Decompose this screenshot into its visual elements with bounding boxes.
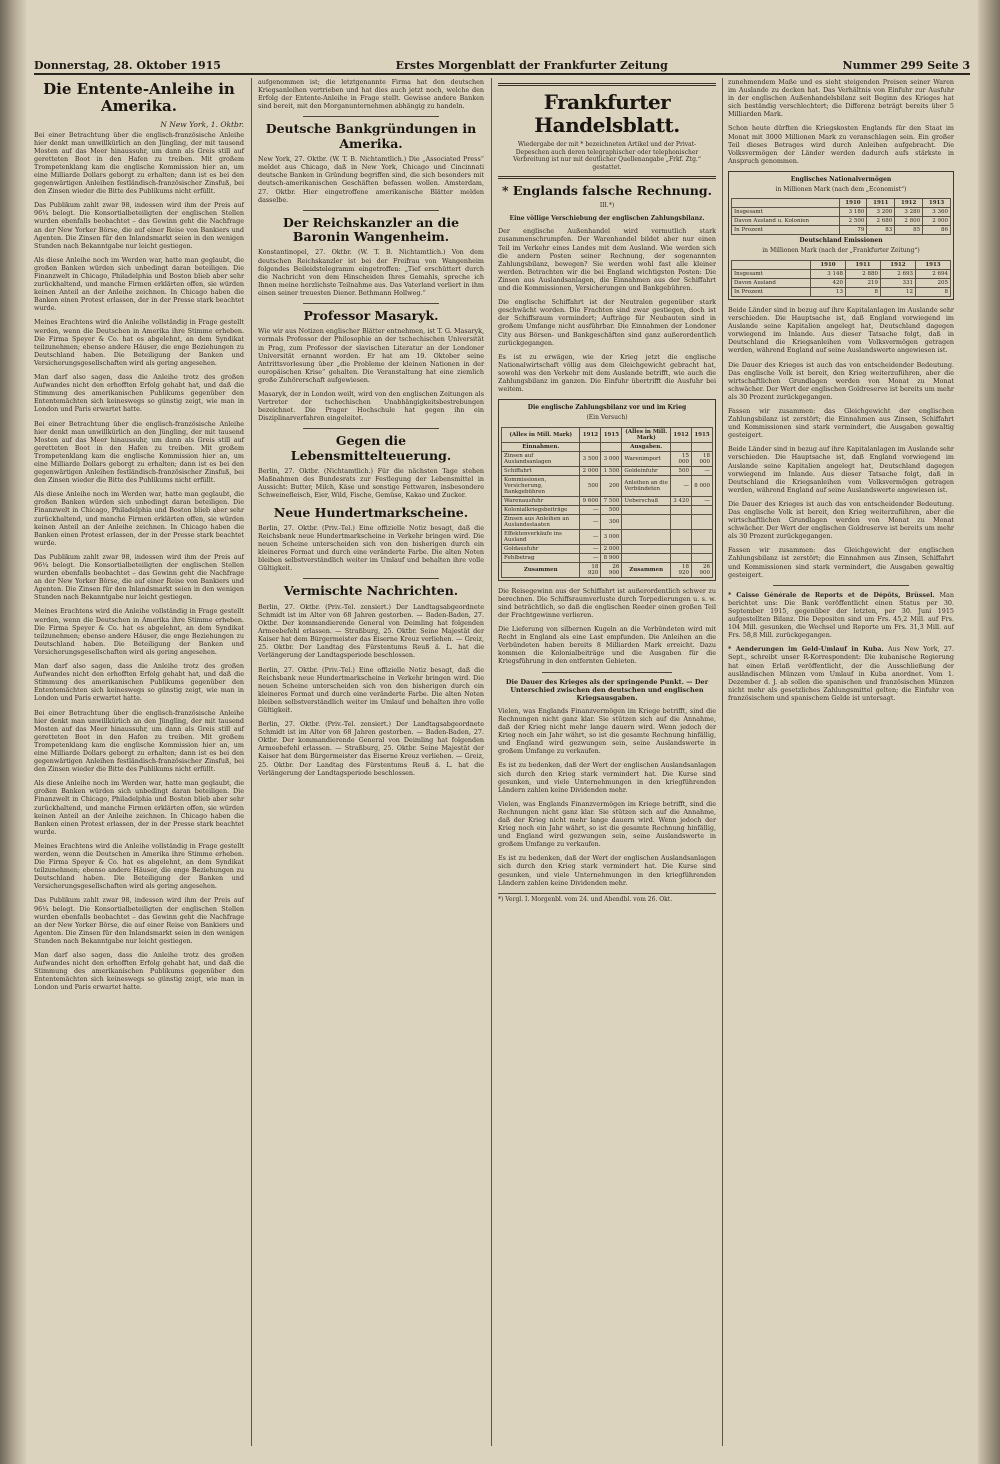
table-cell: 3 500: [580, 451, 601, 466]
section-rule: [498, 176, 716, 179]
table-cell: Anleihen an die Verbündeten: [622, 475, 671, 496]
table-title: Englisches Nationalvermögen: [790, 175, 892, 183]
table-row: [502, 451, 713, 466]
article-paragraph: Berlin, 27. Oktbr. (Priv.-Tel. zensiert.) Der Landtagsabgeordnete Schmidt ist im Alter von 68 Jahren gestorben. — Baden-Baden, 27. Oktbr. Der kommandierende General von Deimling hat folgenden Armeebefehl erlassen. — Straßburg, 25. Oktbr. Seine Majestät der Kaiser hat dem Bürgermeister das Eiserne Kreuz verliehen. — Greiz, 25. Oktbr. Der Landtag des Fürstentums Reuß ä. L. hat die Verlängerung der Landtagsperiode beschlossen.: [258, 720, 484, 777]
article-paragraph: Es ist zu bedenken, daß der Wert der englischen Auslandsanlagen sich durch den Krieg stark vermindert hat. Die Kurse sind gesunken, und viele Unternehmungen in den kriegführenden Ländern zahlen keine Dividenden mehr.: [498, 761, 716, 794]
article-headline: Professor Masaryk.: [303, 308, 439, 323]
article-headline: Neue Hundertmarkscheine.: [273, 504, 469, 520]
divider: [773, 585, 909, 586]
table-cell: Zinsen aus Anleihen an Auslandsstaaten: [502, 514, 580, 529]
previous-page-fragments: [0, 130, 8, 1450]
table-header: 1911: [867, 199, 895, 208]
table-header: 1912: [671, 427, 692, 442]
table-cell: 26 900: [692, 562, 713, 577]
table-cell: —: [580, 553, 601, 562]
table-cell: 12: [880, 287, 915, 296]
article-paragraph: Man darf also sagen, dass die Anleihe trotz des großen Aufwandes nicht den erhofften Erfolg gehabt hat, und daß die Stimmung des amerikanischen Publikums gegenüber den Ententemächten sich keineswegs so günstig zeigt, wie man in London und Paris erwartet hatte.: [34, 662, 244, 703]
table-cell: Fehlbetrag: [502, 553, 580, 562]
table-cell: In Prozent: [732, 287, 811, 296]
column-4: [728, 78, 954, 1450]
table-cell: 3 148: [811, 269, 846, 278]
table-cell: —: [692, 496, 713, 505]
table-cell: —: [580, 505, 601, 514]
table-cell: —: [692, 466, 713, 475]
table-cell: 26 900: [601, 562, 622, 577]
table-cell: 8 000: [692, 475, 713, 496]
column-2: [258, 78, 484, 1450]
wealth-table: [728, 171, 954, 300]
fragment: [0, 697, 8, 705]
article-paragraph: Die englische Schiffahrt ist der Neutralen gegenüber stark geschwächt worden. Die Frachten sind zwar gestiegen, doch ist der Schiffsraum vermindert; Aufträge für Neubauten sind in großem Umfange nicht ausführbar. Die Einnahmen der Londoner City aus Börsen- und Bankgeschäften sind ganz außerordentlich zurückgegangen.: [498, 298, 716, 347]
masthead-rule: [34, 73, 970, 75]
article-subheadline: Eine völlige Verschiebung der englischen Zahlungsbilanz.: [509, 214, 705, 222]
article-paragraph: Masaryk, der in London weilt, wird von den englischen Zeitungen als Vertreter der tschechischen Unabhängigkeitsbestrebungen bezeichnet. Die Prager Hochschule hat gegen ihn ein Disziplinarverfahren eingeleitet.: [258, 390, 484, 423]
table-cell: Kommissionen, Versicherung, Bankgebühren: [502, 475, 580, 496]
table-header: 1912: [895, 199, 923, 208]
table-cell: 300: [601, 514, 622, 529]
table-row: [502, 553, 713, 562]
table-cell: 2 693: [880, 269, 915, 278]
table-header: 1912: [580, 427, 601, 442]
balance-table-grid: [501, 427, 713, 578]
table-row: [732, 278, 951, 287]
table-cell: Ueberschuß: [622, 496, 671, 505]
table-total-row: [502, 562, 713, 577]
table-row: [502, 544, 713, 553]
article-paragraph: Als diese Anleihe noch im Werden war, hatte man geglaubt, die großen Banken würden sich unbedingt daran beteiligen. Die Finanzwelt in Chicago, Philadelphia und Boston blieb aber sehr zurückhaltend, und manche Firmen erklärten offen, sie würden keinen Anteil an der Anleihe zeichnen. In Chicago haben die Banken einen Protest erlassen, der in der Presse stark beachtet wurde.: [34, 779, 244, 836]
table-cell: 3 000: [601, 451, 622, 466]
table-cell: 500: [601, 505, 622, 514]
article-headline: Vermischte Nachrichten.: [283, 583, 459, 599]
article-paragraph: Beide Länder sind in bezug auf ihre Kapitalanlagen im Auslande sehr verschieden. Die Hauptsache ist, daß England vorwiegend im Auslande seine Kapitalien angelegt hat, Deutschland dagegen vorwiegend im Inlande. Aus dieser Tatsache folgt, daß in Deutschland die Kriegsanleihen vom Volksvermögen getragen werden, während England auf seine Auslandswerte angewiesen ist.: [728, 445, 954, 494]
article-paragraph: Berlin, 27. Oktbr. (Priv.-Tel.) Eine offizielle Notiz besagt, daß die Reichsbank neue Hundertmarkscheine in Verkehr bringen wird. Die neuen Scheine unterscheiden sich von den bisherigen durch ein kleineres Format und durch eine veränderte Farbe. Die alten Noten bleiben selbstverständlich weiter im Umlauf und behalten ihre volle Gültigkeit.: [258, 523, 484, 573]
fragment: [0, 961, 8, 969]
column-rule: [251, 78, 252, 1446]
article-paragraph: Der englische Außenhandel wird vermutlich stark zusammenschrumpfen. Der Warenhandel bildet aber nur einen Teil im Verkehr eines Landes mit dem Ausland. Wie werden sich die andern Posten seiner Rechnung, der sogenannten Zahlungsbilanz, bewegen? Sie werden wohl fast alle kleiner werden. Betrachten wir die bei England wichtigsten Posten: Die Zinsen aus Auslandsanlagen, die Einnahmen aus der Schiffahrt und die Kommissionen, Versicherungen und Bankgebühren.: [498, 227, 716, 293]
table-row: [502, 529, 713, 544]
column-rule: [722, 78, 723, 1446]
table-cell: 3 420: [671, 496, 692, 505]
table-row: [732, 269, 951, 278]
fragment: [0, 549, 8, 557]
article-paragraph: Beide Länder sind in bezug auf ihre Kapitalanlagen im Auslande sehr verschieden. Die Hauptsache ist, daß England vorwiegend im Auslande seine Kapitalien angelegt hat, Deutschland dagegen vorwiegend im Inlande. Aus dieser Tatsache folgt, daß in Deutschland die Kriegsanleihen vom Volksvermögen getragen werden, während England auf seine Auslandswerte angewiesen ist.: [728, 305, 954, 355]
fragment: [0, 332, 8, 340]
table-cell: 200: [601, 475, 622, 496]
article-headline: Der Reichskanzler an die Baronin Wangenheim.: [282, 214, 460, 245]
divider: [542, 672, 673, 673]
article-paragraph: Es ist zu bedenken, daß der Wert der englischen Auslandsanlagen sich durch den Krieg stark vermindert hat. Die Kurse sind gesunken, und viele Unternehmungen in den kriegführenden Ländern zahlen keine Dividenden mehr.: [498, 854, 716, 887]
table-cell: 83: [867, 226, 895, 235]
table-row: [502, 496, 713, 505]
table-cell: 2 000: [580, 466, 601, 475]
table-cell: 3 000: [601, 529, 622, 544]
table-cell: 3 280: [895, 208, 923, 217]
table-row: [502, 505, 713, 514]
section-rule: [498, 83, 716, 86]
table-cell: 500: [671, 466, 692, 475]
table-cell: 79: [839, 226, 867, 235]
table-header: (Alles in Mill. Mark): [502, 427, 580, 442]
table-cell: Kolonialkriegsbeiträge: [502, 505, 580, 514]
fragment: [0, 130, 8, 138]
table-row: [732, 287, 951, 296]
article-paragraph: Konstantinopel, 27. Oktbr. (W. T. B. Nichtamtlich.) Von dem deutschen Reichskanzler ist bei der Freifrau von Wangenheim folgendes Beileidstelegramm eingetroffen: „Tief erschüttert durch die Nachricht von dem Hinscheiden Ihres Gemahls, spreche ich Ihnen meine herzlichste Teilnahme aus. Das Vaterland verliert in ihm einen seiner treuesten Diener. Bethmann Hollweg.“: [258, 248, 484, 297]
table-row: [502, 466, 713, 475]
table-cell: 8 900: [601, 553, 622, 562]
article-paragraph: Wie wir aus Notizen englischer Blätter entnehmen, ist T. G. Masaryk, vormals Professor der Philosophie an der tschechischen Universität in Prag, zum Professor der slavischen Literatur an der Londoner Universität ernannt worden. Er hat am 19. Oktober seine Antrittsvorlesung über „die Probleme der kleinen Nationen in der europäischen Krise“ gehalten. Die Veranstaltung hat eine ziemlich große Zuhörerschaft aufgewiesen.: [258, 327, 484, 384]
article-dateline: N New York, 1. Oktbr.: [160, 119, 244, 129]
table-cell: 2 500: [839, 217, 867, 226]
table-header: 1911: [845, 260, 880, 269]
table-cell: 331: [880, 278, 915, 287]
table-cell: Davon Ausland: [732, 278, 811, 287]
article-part: III.*): [599, 202, 615, 210]
article-paragraph: Das Publikum zahlt zwar 98, indessen wird ihm der Preis auf 96¼ belegt. Die Konsortialbeteiligten der englischen Stellen wurden ebenfalls beobachtet – das Gewinn geht die Nachfrage an der New Yorker Börse, die auf einer Reise von Bankiers und Agenten. Die Zinsen für den Inlandsmarkt seien in den wenigen Stunden nach Bekanntgabe nur leicht gestiegen.: [34, 896, 244, 945]
table-row: [732, 208, 951, 217]
table-cell: Effektenverkäufe ins Ausland: [502, 529, 580, 544]
section-notice: Wiedergabe der mit * bezeichneten Artikel und der Privat-Depeschen auch deren telegraphischer oder telephonischer Verbreitung ist nur mit deutlicher Quellenangabe „Frkf. Ztg.“ gestattet.: [513, 141, 701, 171]
article-paragraph: Die Dauer des Krieges ist auch das von entscheidender Bedeutung. Das englische Volk ist bereit, den Krieg weiterzuführen, aber die wirtschaftlichen Grundlagen werden von Monat zu Monat schwächer. Der Wert der englischen Goldreserve ist bereits um mehr als 30 Prozent zurückgegangen.: [728, 360, 954, 401]
table-title: Deutschland Emissionen: [799, 237, 883, 245]
article-headline: Gegen die Lebensmittelteuerung.: [290, 433, 452, 463]
table-cell: Insgesamt: [732, 269, 811, 278]
column-3: [498, 78, 716, 1450]
article-paragraph: Meines Erachtens wird die Anleihe vollständig in Frage gestellt werden, wenn die Deutschen in Amerika ihre Stimme erheben. Die Firma Speyer & Co. hat es abgelehnt, an dem Syndikat teilzunehmen; ebenso andere Häuser, die enge Beziehungen zu Deutschland haben. Die Beteiligung der Banken und Versicherungsgesellschaften wird als gering angesehen.: [34, 318, 244, 367]
article-paragraph: Vielen, was Englands Finanzvermögen im Kriege betrifft, sind die Rechnungen nicht ganz klar. Sie stützen sich auf die Annahme, daß der Krieg nicht mehr lange dauern wird. Wenn jedoch der Krieg noch ein Jahr währt, so ist die gesamte Rechnung hinfällig, und England wird gezwungen sein, seine Auslandswerte in großem Umfange zu verkaufen.: [498, 706, 716, 756]
table-cell: —: [580, 514, 601, 529]
table-header: 1910: [839, 199, 867, 208]
article-paragraph: Es ist zu erwägen, wie der Krieg jetzt die englische Nationalwirtschaft völlig aus dem Gleichgewicht gebracht hat, sowohl was den Verkehr mit dem Auslande betrifft, wie auch die Zahlungsbilanz im ganzen. Die Einfuhr übertrifft die Ausfuhr bei weitem.: [498, 352, 716, 394]
fragment: [0, 166, 8, 174]
news-item: [728, 591, 954, 640]
table-cell: 18 920: [671, 562, 692, 577]
table-cell: Insgesamt: [732, 208, 840, 217]
column-rule: [491, 78, 492, 1446]
article-headline: Deutsche Bankgründungen in Amerika.: [265, 121, 477, 151]
table-header: 1912: [880, 260, 915, 269]
article-paragraph: Vielen, was Englands Finanzvermögen im Kriege betrifft, sind die Rechnungen nicht ganz klar. Sie stützen sich auf die Annahme, daß der Krieg nicht mehr lange dauern wird. Wenn jedoch der Krieg noch ein Jahr währt, so ist die gesamte Rechnung hinfällig, und England wird gezwungen sein, seine Auslandswerte in großem Umfange zu verkaufen.: [498, 799, 716, 849]
wealth-table-grid: [731, 198, 951, 235]
table-cell: 1 500: [601, 466, 622, 475]
table-unit: in Millionen Mark (nach dem „Economist“): [775, 185, 907, 193]
masthead-date: Donnerstag, 28. Oktober 1915: [34, 58, 221, 72]
article-paragraph: Die Lieferung von silbernen Kugeln an die Verbündeten wird mit Recht in England als eine Last empfunden. Die Anleihen an die Verbündeten haben bereits 8 Milliarden Mark erreicht. Dazu kommen die Kolonialbeiträge und die Ausgaben für die Kriegsführung in den entfernten Gebieten.: [498, 625, 716, 666]
article-paragraph: Berlin, 27. Oktbr. (Priv.-Tel.) Eine offizielle Notiz besagt, daß die Reichsbank neue Hundertmarkscheine in Verkehr bringen wird. Die neuen Scheine unterscheiden sich von den bisherigen durch ein kleineres Format und durch eine veränderte Farbe. Die alten Noten bleiben selbstverständlich weiter im Umlauf und behalten ihre volle Gültigkeit.: [258, 665, 484, 714]
article-paragraph: Meines Erachtens wird die Anleihe vollständig in Frage gestellt werden, wenn die Deutschen in Amerika ihre Stimme erheben. Die Firma Speyer & Co. hat es abgelehnt, an dem Syndikat teilzunehmen; ebenso andere Häuser, die enge Beziehungen zu Deutschland haben. Die Beteiligung der Banken und Versicherungsgesellschaften wird als gering angesehen.: [34, 841, 244, 891]
table-cell: 9 600: [580, 496, 601, 505]
fragment: [0, 765, 8, 773]
column-1: [34, 78, 244, 1450]
balance-table: [498, 399, 716, 581]
table-cell: 18 000: [692, 451, 713, 466]
table-row: [502, 514, 713, 529]
section-headline: Frankfurter Handelsblatt.: [534, 90, 680, 137]
article-paragraph: New York, 27. Oktbr. (W. T. B. Nichtamtlich.) Die „Associated Press“ meldet aus Chicago, daß in New York, Chicago und Cincinnati deutsche Banken in Gründung begriffen sind, die sich besonders mit deutsch-amerikanischen Geschäften befassen wollen. Amsterdam, 27. Oktbr. Hier eingetroffene amerikanische Blätter melden dasselbe.: [258, 155, 484, 204]
table-cell: In Prozent: [732, 226, 840, 235]
divider: [303, 303, 439, 304]
table-subheader: Einnahmen.: [502, 442, 580, 451]
table-cell: 2 680: [867, 217, 895, 226]
table-row: [732, 226, 951, 235]
article-paragraph: Meines Erachtens wird die Anleihe vollständig in Frage gestellt werden, wenn die Deutschen in Amerika ihre Stimme erheben. Die Firma Speyer & Co. hat es abgelehnt, an dem Syndikat teilzunehmen; ebenso andere Häuser, die enge Beziehungen zu Deutschland haben. Die Beteiligung der Banken und Versicherungsgesellschaften wird als gering angesehen.: [34, 607, 244, 656]
article-headline: Die Entente-Anleihe in Amerika.: [43, 80, 235, 116]
article-subheadline: Die Dauer des Krieges als der springende Punkt. — Der Unterschied zwischen den deutschen und englischen Kriegsausgaben.: [505, 677, 709, 702]
table-row: [502, 475, 713, 496]
fragment: [0, 883, 8, 891]
masthead: [34, 58, 970, 72]
table-cell: Warenimport: [622, 451, 671, 466]
table-cell: 205: [915, 278, 950, 287]
table-cell: 420: [811, 278, 846, 287]
table-unit: (Ein Versuch): [586, 414, 628, 422]
table-cell: —: [580, 544, 601, 553]
table-cell: 2 880: [845, 269, 880, 278]
news-item: [728, 645, 954, 702]
article-paragraph: Fassen wir zusammen: das Gleichgewicht der englischen Zahlungsbilanz ist zerstört; die Einnahmen aus Zinsen, Schiffahrt und Kommissionen sind stark vermindert, die Ausgaben gewaltig gesteigert.: [728, 406, 954, 440]
table-subheader: Ausgaben.: [622, 442, 671, 451]
table-cell: 2 000: [601, 544, 622, 553]
table-cell: 2 900: [923, 217, 951, 226]
news-item-title: * Aenderungen im Geld-Umlauf in Kuba.: [728, 645, 884, 654]
table-cell: 3 200: [867, 208, 895, 217]
article-paragraph: Die Reisegewinn aus der Schiffahrt ist außerordentlich schwer zu berechnen. Die Schiffsraumverluste durch Torpedierungen u. s. w. sind beträchtlich, so daß die englischen Reeder einen großen Teil der Frachtgewinne verlieren.: [498, 586, 716, 619]
article-paragraph: Als diese Anleihe noch im Werden war, hatte man geglaubt, die großen Banken würden sich unbedingt daran beteiligen. Die Finanzwelt in Chicago, Philadelphia und Boston blieb aber sehr zurückhaltend, und manche Firmen erklärten offen, sie würden keinen Anteil an der Anleihe zeichnen. In Chicago haben die Banken einen Protest erlassen, der in der Presse stark beachtet wurde.: [34, 490, 244, 547]
table-cell: 2 694: [915, 269, 950, 278]
article-paragraph: Bei einer Betrachtung über die englisch-französische Anleihe hier denkt man unwillkürlich an den Jüngling, der mit tausend Mosten auf das Meer hinaussuhr, um dann als Greis still auf geretteten Boot in den Hafen zu treiben. Mit großem Trompetenklang kam die englische Kommission hier an, um eine Milliarde Dollars geborgt zu erhalten; dann ist es bei den gegenwärtigen Anleihen festländisch-französischer Zinsfuß, bei den Zinsen wieder die Bitte des Publikums nicht erfüllt.: [34, 708, 244, 774]
table-cell: Zusammen: [622, 562, 671, 577]
table-header: 1913: [923, 199, 951, 208]
article-paragraph: Das Publikum zahlt zwar 98, indessen wird ihm der Preis auf 96¼ belegt. Die Konsortialbeteiligten der englischen Stellen wurden ebenfalls beobachtet – das Gewinn geht die Nachfrage an der New Yorker Börse, die auf einer Reise von Bankiers und Agenten. Die Zinsen für den Inlandsmarkt seien in den wenigen Stunden nach Bekanntgabe nur leicht gestiegen.: [34, 201, 244, 250]
table-cell: 7 500: [601, 496, 622, 505]
fragment: [0, 460, 8, 468]
article-paragraph: Fassen wir zusammen: das Gleichgewicht der englischen Zahlungsbilanz ist zerstört; die Einnahmen aus Zinsen, Schiffahrt und Kommissionen sind stark vermindert, die Ausgaben gewaltig gesteigert.: [728, 546, 954, 579]
table-cell: —: [580, 529, 601, 544]
table-cell: 85: [895, 226, 923, 235]
article-paragraph: Die Dauer des Krieges ist auch das von entscheidender Bedeutung. Das englische Volk ist bereit, den Krieg weiterzuführen, aber die wirtschaftlichen Grundlagen werden von Monat zu Monat schwächer. Der Wert der englischen Goldreserve ist bereits um mehr als 30 Prozent zurückgegangen.: [728, 499, 954, 541]
table-cell: 500: [580, 475, 601, 496]
table-header: (Alles in Mill. Mark): [622, 427, 671, 442]
table-title: Die englische Zahlungsbilanz vor und im Krieg: [527, 404, 687, 412]
divider: [303, 428, 439, 429]
article-paragraph: zunehmendem Maße und es sieht steigenden Preisen seiner Waren im Auslande zu decken hat. Das Verhältnis von Einfuhr zur Ausfuhr in der englischen Außenhandelsbilanz seit Beginn des Krieges hat sich beständig verschlechtert; die Differenz beträgt bereits über 5 Milliarden Mark.: [728, 78, 954, 119]
table-unit: in Millionen Mark (nach der „Frankfurter Zeitung“): [762, 247, 920, 255]
article-paragraph: Bei einer Betrachtung über die englisch-französische Anleihe hier denkt man unwillkürlich an den Jüngling, der mit tausend Mosten auf das Meer hinaussuhr, um dann als Greis still auf geretteten Boot in den Hafen zu treiben. Mit großem Trompetenklang kam die englische Kommission hier an, um eine Milliarde Dollars geborgt zu erhalten; dann ist es bei den gegenwärtigen Anleihen festländisch-französischer Zinsfuß, bei den Zinsen wieder die Bitte des Publikums nicht erfüllt.: [34, 130, 244, 196]
page-edge: [978, 0, 1000, 1464]
table-cell: Warenausfuhr: [502, 496, 580, 505]
article-paragraph: aufgenommen ist; die letztgenannte Firma hat den deutschen Kriegsanleihen vertrieben und hat dies auch jetzt noch, welche den Erfolg der Entente-Anleihe in Frage stellt. Gewisse andere Banken sind bereit, mit den Morganunternehmen abhängig zu handeln.: [258, 78, 484, 111]
table-header: 1915: [692, 427, 713, 442]
divider: [303, 210, 439, 211]
table-cell: 18 920: [580, 562, 601, 577]
table-cell: 8: [845, 287, 880, 296]
article-paragraph: Berlin, 27. Oktbr. (Priv.-Tel. zensiert.) Der Landtagsabgeordnete Schmidt ist im Alter von 68 Jahren gestorben. — Baden-Baden, 27. Oktbr. Der kommandierende General von Deimling hat folgenden Armeebefehl erlassen. — Straßburg, 25. Oktbr. Seine Majestät der Kaiser hat dem Bürgermeister das Eiserne Kreuz verliehen. — Greiz, 25. Oktbr. Der Landtag des Fürstentums Reuß ä. L. hat die Verlängerung der Landtagsperiode beschlossen.: [258, 602, 484, 660]
table-cell: 219: [845, 278, 880, 287]
table-row: [732, 217, 951, 226]
news-item-text: Aus New York, 27. Sept., schreibt unser R-Korrespondent: Die kubanische Regierung hat einen Erlaß veröffentlicht, der die Ausschließung der ausländischen Münzen vom Umlauf in Kuba anordnet. Vom 1. Dezember d. J. ab sollen die spanischen und französischen Münzen nicht mehr als gesetzliches Zahlungsmittel gelten; die Einfuhr von französischem und spanischem Gelde ist untersagt.: [728, 645, 954, 702]
fragment: [0, 234, 8, 242]
masthead-issue: Nummer 299 Seite 3: [842, 58, 970, 72]
table-cell: 2 800: [895, 217, 923, 226]
table-cell: Davon Ausland u. Kolonien: [732, 217, 840, 226]
divider: [303, 116, 439, 117]
table-cell: 15 000: [671, 451, 692, 466]
table-header: 1915: [601, 427, 622, 442]
table-cell: 86: [923, 226, 951, 235]
table-cell: Schiffahrt: [502, 466, 580, 475]
article-paragraph: Als diese Anleihe noch im Werden war, hatte man geglaubt, die großen Banken würden sich unbedingt daran beteiligen. Die Finanzwelt in Chicago, Philadelphia und Boston blieb aber sehr zurückhaltend, und manche Firmen erklärten offen, sie würden keinen Anteil an der Anleihe zeichnen. In Chicago haben die Banken einen Protest erlassen, der in der Presse stark beachtet wurde.: [34, 255, 244, 313]
fragment: [0, 186, 8, 194]
article-headline: * Englands falsche Rechnung.: [502, 183, 712, 198]
table-cell: Goldeinfuhr: [622, 466, 671, 475]
article-paragraph: Man darf also sagen, dass die Anleihe trotz des großen Aufwandes nicht den erhofften Erfolg gehabt hat, und daß die Stimmung des amerikanischen Publikums gegenüber den Ententemächten sich keineswegs so günstig zeigt, wie man in London und Paris erwartet hatte.: [34, 373, 244, 414]
footnote: *) Vergl. I. Morgenbl. vom 24. und Abendbl. vom 26. Okt.: [498, 893, 716, 903]
divider: [303, 578, 439, 579]
table-cell: 8: [915, 287, 950, 296]
masthead-title: Erstes Morgenblatt der Frankfurter Zeitung: [395, 58, 668, 72]
article-paragraph: Schon heute dürften die Kriegskosten Englands für den Staat im Monat mit 3000 Millionen Mark zu veranschlagen sein. Ein großer Teil dieses Betrages wird durch Anleihen aufgebracht. Die Volksvermögen der Länder werden dadurch aufs stärkste in Anspruch genommen.: [728, 124, 954, 165]
table-header: 1910: [811, 260, 846, 269]
table-cell: 3 360: [923, 208, 951, 217]
emissions-table-grid: [731, 260, 951, 297]
table-cell: —: [671, 475, 692, 496]
news-item-title: * Caisse Générale de Reports et de Dépôts, Brüssel.: [728, 590, 935, 599]
table-cell: 3 180: [839, 208, 867, 217]
table-cell: Zinsen auf Auslandsanlagen: [502, 451, 580, 466]
article-paragraph: Man darf also sagen, dass die Anleihe trotz des großen Aufwandes nicht den erhofften Erfolg gehabt hat, und daß die Stimmung des amerikanischen Publikums gegenüber den Ententemächten sich keineswegs so günstig zeigt, wie man in London und Paris erwartet hatte.: [34, 951, 244, 992]
article-paragraph: Bei einer Betrachtung über die englisch-französische Anleihe hier denkt man unwillkürlich an den Jüngling, der mit tausend Mosten auf das Meer hinaussuhr, um dann als Greis still auf geretteten Boot in den Hafen zu treiben. Mit großem Trompetenklang kam die englische Kommission hier an, um eine Milliarde Dollars geborgt zu erhalten; dann ist es bei den gegenwärtigen Anleihen festländisch-französischer Zinsfuß, bei den Zinsen wieder die Bitte des Publikums nicht erfüllt.: [34, 419, 244, 485]
table-cell: Zusammen: [502, 562, 580, 577]
article-paragraph: Berlin, 27. Oktbr. (Nichtamtlich.) Für die nächsten Tage stehen Maßnahmen des Bundesrats zur Festlegung der Lebensmittel in Aussicht: Butter, Milch, Käse und sonstige Fettwaren, insbesondere Schweinefleisch, Eier, Wild, Fische, Gemüse, Kakao und Zucker.: [258, 467, 484, 500]
table-cell: Goldausfuhr: [502, 544, 580, 553]
article-paragraph: Das Publikum zahlt zwar 98, indessen wird ihm der Preis auf 96¼ belegt. Die Konsortialbeteiligten der englischen Stellen wurden ebenfalls beobachtet – das Gewinn geht die Nachfrage an der New Yorker Börse, die auf einer Reise von Bankiers und Agenten. Die Zinsen für den Inlandsmarkt seien in den wenigen Stunden nach Bekanntgabe nur leicht gestiegen.: [34, 552, 244, 602]
table-header: 1913: [915, 260, 950, 269]
news-item-text: Man berichtet uns: Die Bank veröffentlicht einen Status per 30. September 1915, gegenüber der letzten, per 30. Juni 1915 aufgestellten Bilanz. Die Depositen sind um Frs. 45,2 Mill. auf Frs. 104 Mill. gesunken, die Wechsel und Reporte um Frs. 31,3 Mill. auf Frs. 58,8 Mill. zurückgegangen.: [728, 590, 954, 640]
table-cell: 13: [811, 287, 846, 296]
